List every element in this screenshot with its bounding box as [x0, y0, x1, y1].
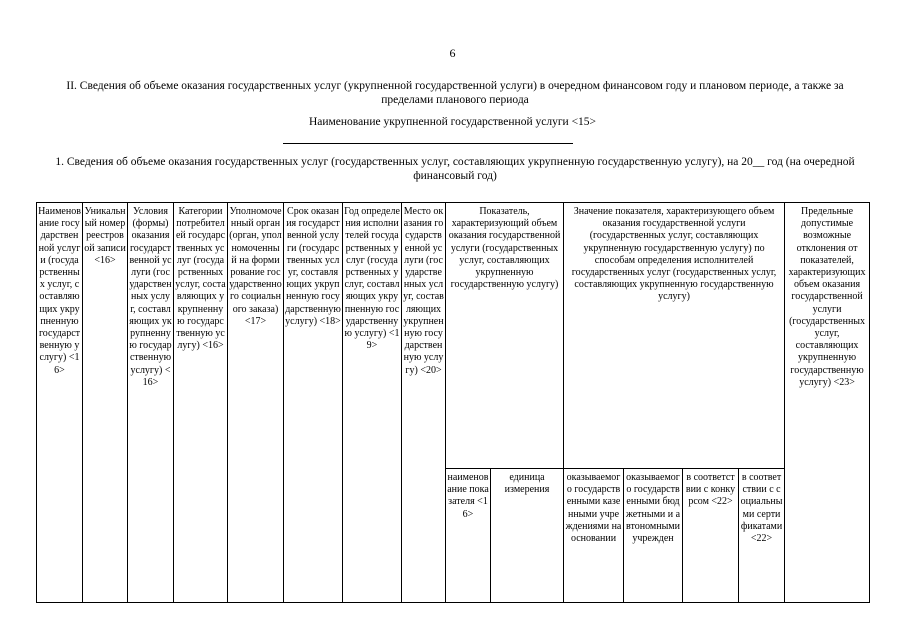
header-service-place: Место оказания государственной услуги (государственных услуг, составляющих укрупненную государственную услугу) <20> [402, 203, 446, 603]
header-unique-number: Уникальный номер реестровой записи <16> [83, 203, 128, 603]
subheader-unit: единица измерения [491, 469, 564, 603]
subsection-title: 1. Сведения об объеме оказания государственных услуг (государственных услуг, составляющих укрупненную государственную услугу), на 20__ год (на очередной финансовый год) [55, 156, 855, 182]
header-service-name: Наименование государственной услуги (государственных услуг, составляющих укрупненную государственную услугу) <16> [37, 203, 83, 603]
header-conditions: Условия (формы) оказания государственной услуги (государственных услуг, составляющих укрупненную государственную услугу) <16> [128, 203, 174, 603]
volume-table [36, 202, 869, 603]
header-allowed-deviation: Предельные допустимые возможные отклонения от показателей, характеризующих объем оказания государственной услуги (государственных услуг, составляющих укрупненную государственную услугу) <23> [785, 203, 870, 603]
page-number: 6 [449, 46, 456, 60]
subheader-budget-institutions: оказываемого государственными бюджетными и автономными учрежден [624, 469, 683, 603]
subheader-state-institutions: оказываемого государственными казенными учреждениями на основании [564, 469, 624, 603]
header-consumer-category: Категории потребителей государственных услуг (государственных услуг, составляющих укрупненную государственную услугу) <16> [174, 203, 228, 603]
header-authorized-body: Уполномоченный орган (орган, уполномоченный на формирование государственного социального заказа) <17> [228, 203, 284, 603]
subheader-competition: в соответствии с конкурсом <22> [683, 469, 739, 603]
service-name-underline [283, 143, 573, 144]
header-year-of-selection: Год определения исполнителей государственных услуг (государственных услуг, составляющих укрупненную государственную услугу) <19> [343, 203, 402, 603]
section-title: II. Сведения об объеме оказания государственных услуг (укрупненной государственной услуги) в очередном финансовом году и плановом периоде, а также за пределами планового периода [66, 80, 844, 106]
subheader-indicator-name: наименование показателя <16> [446, 469, 491, 603]
header-indicator: Показатель, характеризующий объем оказания государственной услуги (государственных услуг, составляющих укрупненную государственную услугу) [446, 203, 564, 469]
subheader-certificates: в соответствии с социальными сертификатами <22> [739, 469, 785, 603]
header-service-term: Срок оказания государственной услуги (государственных услуг, составляющих укрупненную государственную услугу) <18> [284, 203, 343, 603]
service-name-label: Наименование укрупненной государственной услуги <15> [308, 116, 597, 128]
header-indicator-value: Значение показателя, характеризующего объем оказания государственной услуги (государственных услуг, составляющих укрупненную государственную услугу) по способам определения исполнителей государственных услуг (государственных услуг, составляющих укрупненную государственную услугу) [564, 203, 785, 469]
